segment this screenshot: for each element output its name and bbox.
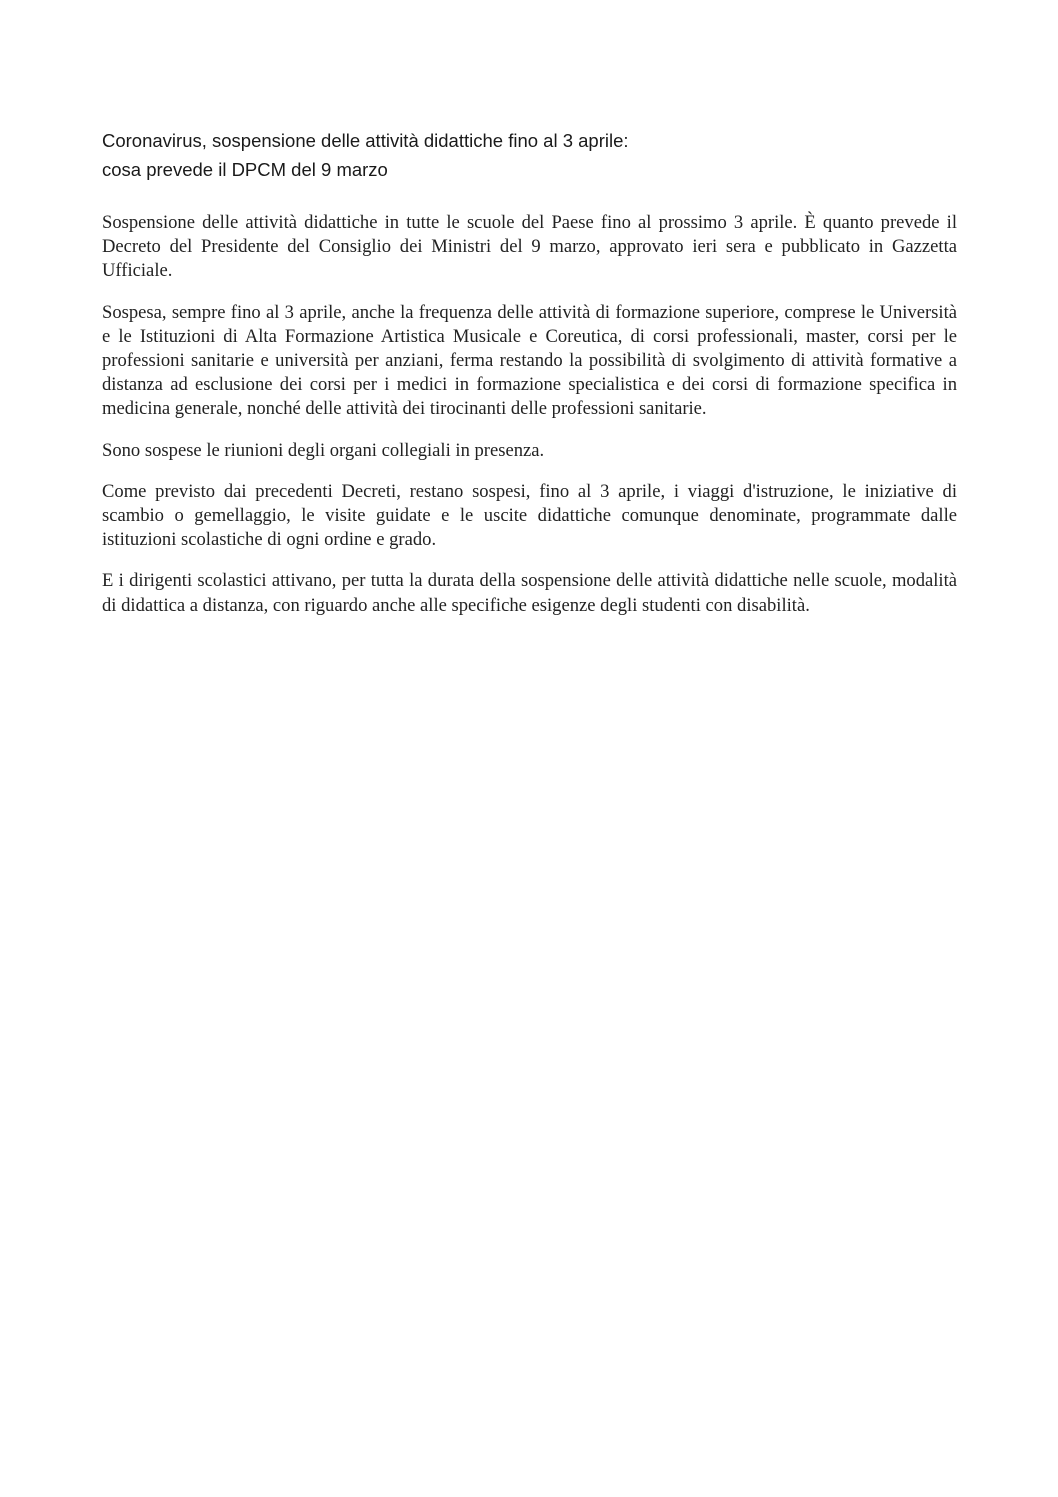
- paragraph-4: Come previsto dai precedenti Decreti, restano sospesi, fino al 3 aprile, i viaggi d'istruzione, le iniziative di scambio o gemellaggio, le visite guidate e le uscite didattiche comunque denominate, programmate dalle istituzioni scolastiche di ogni ordine e grado.: [102, 480, 957, 551]
- paragraph-5: E i dirigenti scolastici attivano, per tutta la durata della sospensione delle attività didattiche nelle scuole, modalità di didattica a distanza, con riguardo anche alle specifiche esigenze degli studenti con disabilità.: [102, 570, 957, 616]
- document-body: [102, 211, 957, 635]
- paragraph-3: Sono sospese le riunioni degli organi collegiali in presenza.: [102, 439, 545, 461]
- title-line-2: cosa prevede il DPCM del 9 marzo: [102, 159, 388, 180]
- title-line-1: Coronavirus, sospensione delle attività didattiche fino al 3 aprile:: [102, 130, 629, 151]
- paragraph-1: Sospensione delle attività didattiche in tutte le scuole del Paese fino al prossimo 3 aprile. È quanto prevede il Decreto del Presidente del Consiglio dei Ministri del 9 marzo, approvato ieri sera e pubblicato in Gazzetta Ufficiale.: [102, 212, 957, 282]
- document-title: [102, 126, 962, 184]
- paragraph-2: Sospesa, sempre fino al 3 aprile, anche la frequenza delle attività di formazione superiore, comprese le Università e le Istituzioni di Alta Formazione Artistica Musicale e Coreutica, di corsi professionali, master, corsi per le professioni sanitarie e università per anziani, ferma restando la possibilità di svolgimento di attività formative a distanza ad esclusione dei corsi per i medici in formazione specialistica e dei corsi di formazione specifica in medicina generale, nonché delle attività dei tirocinanti delle professioni sanitarie.: [102, 301, 957, 420]
